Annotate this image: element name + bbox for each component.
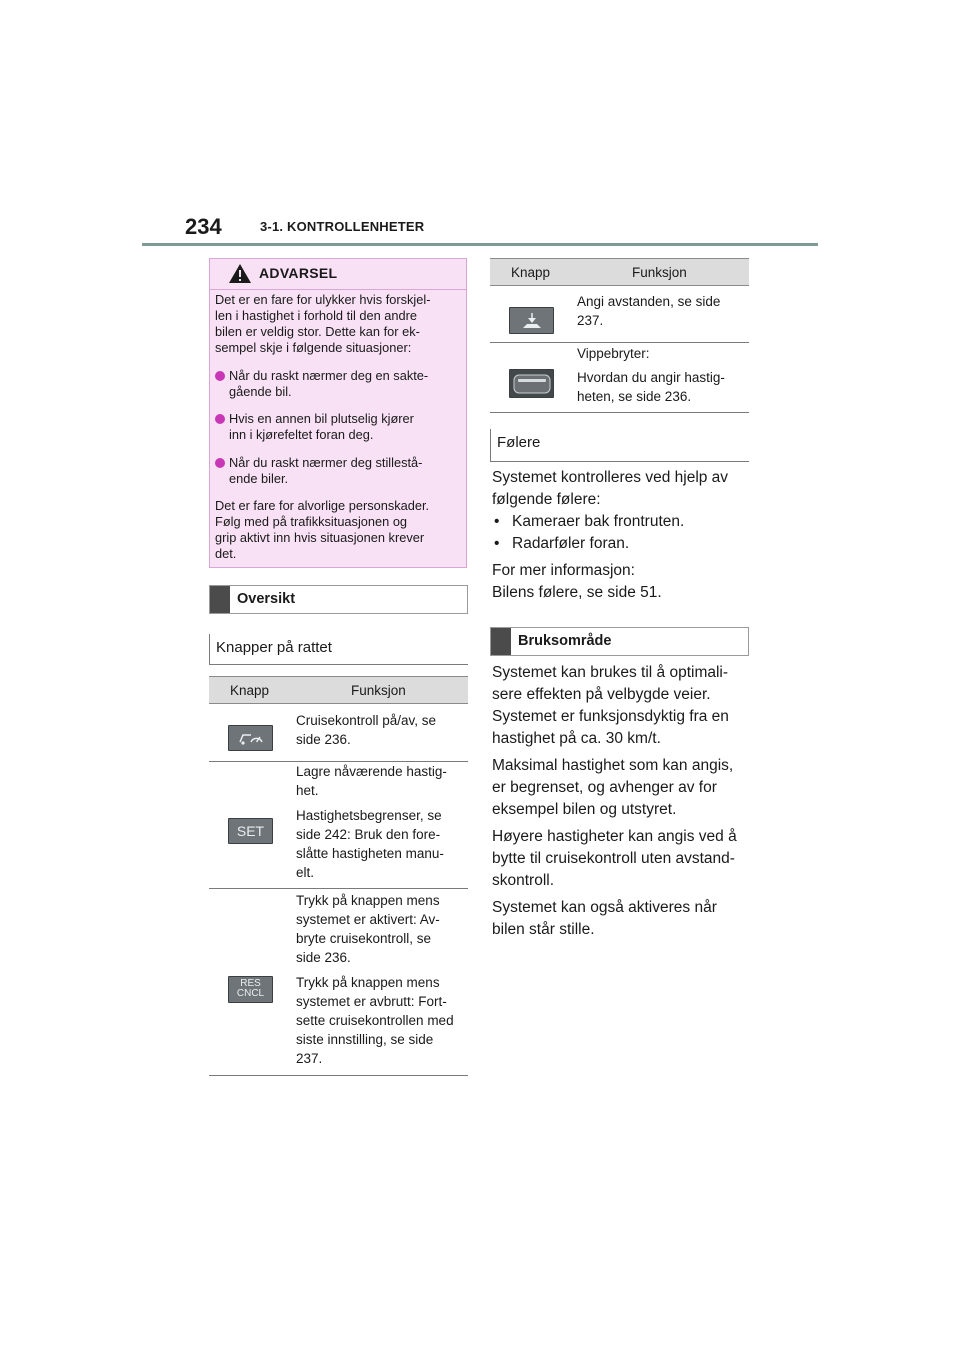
row-divider (490, 342, 749, 343)
steering-buttons-title: Knapper på rattet (216, 639, 332, 656)
bullet-dot (215, 414, 225, 424)
sensors-text: Systemet kontrolleres ved hjelp av følgende følere: • Kameraer bak frontruten. • Radarføler foran. For mer informasjon: Bilens følere, se side 51. (492, 469, 729, 601)
heading-marker (491, 628, 511, 655)
rocker-switch-button (509, 369, 554, 398)
sensors-heading (490, 429, 749, 462)
distance-button (509, 307, 554, 334)
column-header-button: Knapp (230, 683, 270, 698)
row-divider (209, 1075, 468, 1076)
warning-outro: Det er fare for alvorlige personskader. Følg med på trafikksituasjonen og grip aktivt inn hvis situasjonen krever det. (215, 498, 430, 561)
table-header (490, 258, 749, 286)
table-header (209, 676, 468, 704)
set-button-label: SET (236, 823, 265, 839)
row-function: Hvordan du angir hastig- heten, se side 236. (577, 370, 725, 404)
row-divider (490, 412, 749, 413)
res-cncl-button (228, 976, 273, 1003)
heading-marker (210, 586, 230, 613)
usage-heading (490, 627, 749, 656)
row-function: Cruisekontroll på/av, se side 236. (296, 713, 437, 747)
row-function: Angi avstanden, se side 237. (577, 294, 721, 328)
cruise-control-icon (238, 730, 264, 747)
overview-title: Oversikt (237, 591, 296, 607)
warning-icon (228, 263, 252, 284)
res-label: RES (240, 978, 261, 989)
warning-box: ADVARSEL Det er en fare for ulykker hvis forskjel- len i hastighet i forhold til den andre bilen er veldig stor. Dette kan for ek- sempel skje i følgende situasjoner: Når du raskt nærmer deg en sakte- gående bil. Hvis en annen bil plutselig kjører inn i kjørefeltet foran deg. Når du raskt nærmer deg stillestå- ende biler. Det er fare for alvorlige personskader. Følg med på trafikksituasjonen og grip aktivt inn hvis situasjonen krever det. (209, 258, 467, 568)
row-divider (209, 888, 468, 889)
row-function: Vippebryter: (577, 346, 650, 361)
bullet-dot (215, 371, 225, 381)
sensors-title: Følere (497, 434, 541, 451)
row-function: Trykk på knappen mens systemet er avbrutt: Fort- sette cruisekontrollen med siste innstilling, se side 237. (296, 975, 454, 1066)
row-function: Lagre nåværende hastig- het. (296, 764, 447, 798)
bullet-dot (215, 458, 225, 468)
section-title: 3-1. KONTROLLENHETER (260, 219, 425, 234)
column-header-button: Knapp (511, 265, 551, 280)
row-function: Hastighetsbegrenser, se side 242: Bruk den fore- slåtte hastigheten manu- elt. (296, 808, 444, 880)
set-button (228, 818, 273, 844)
distance-icon (521, 312, 543, 330)
cruise-control-button (228, 725, 273, 751)
warning-title: ADVARSEL (259, 265, 338, 281)
usage-text: Systemet kan brukes til å optimali- sere effekten på velbygde veier. Systemet er funksjonsdyktig fra en hastighet på ca. 30 km/t. Maksimal hastighet som kan angis, er begrenset, og avhenger av for eksempel bilen og utstyret. Høyere hastigheter kan angis ved å bytte til cruisekontroll uten avstand- skontroll. Systemet kan også aktiveres når bilen står stille. (492, 664, 737, 938)
header-rule (142, 243, 818, 246)
page-number: 234 (185, 214, 222, 239)
warning-header (210, 259, 466, 290)
overview-heading (209, 585, 468, 614)
row-function: Trykk på knappen mens systemet er aktivert: Av- bryte cruisekontroll, se side 236. (296, 893, 440, 965)
column-header-function: Funksjon (632, 265, 687, 280)
steering-buttons-heading (209, 634, 468, 665)
cncl-label: CNCL (236, 988, 265, 999)
usage-title: Bruksområde (518, 633, 612, 649)
column-header-function: Funksjon (351, 683, 406, 698)
warning-intro: Det er en fare for ulykker hvis forskjel- len i hastighet i forhold til den andre bilen er veldig stor. Dette kan for ek- sempel skje i følgende situasjoner: (215, 292, 431, 355)
rocker-switch-icon (513, 373, 551, 395)
